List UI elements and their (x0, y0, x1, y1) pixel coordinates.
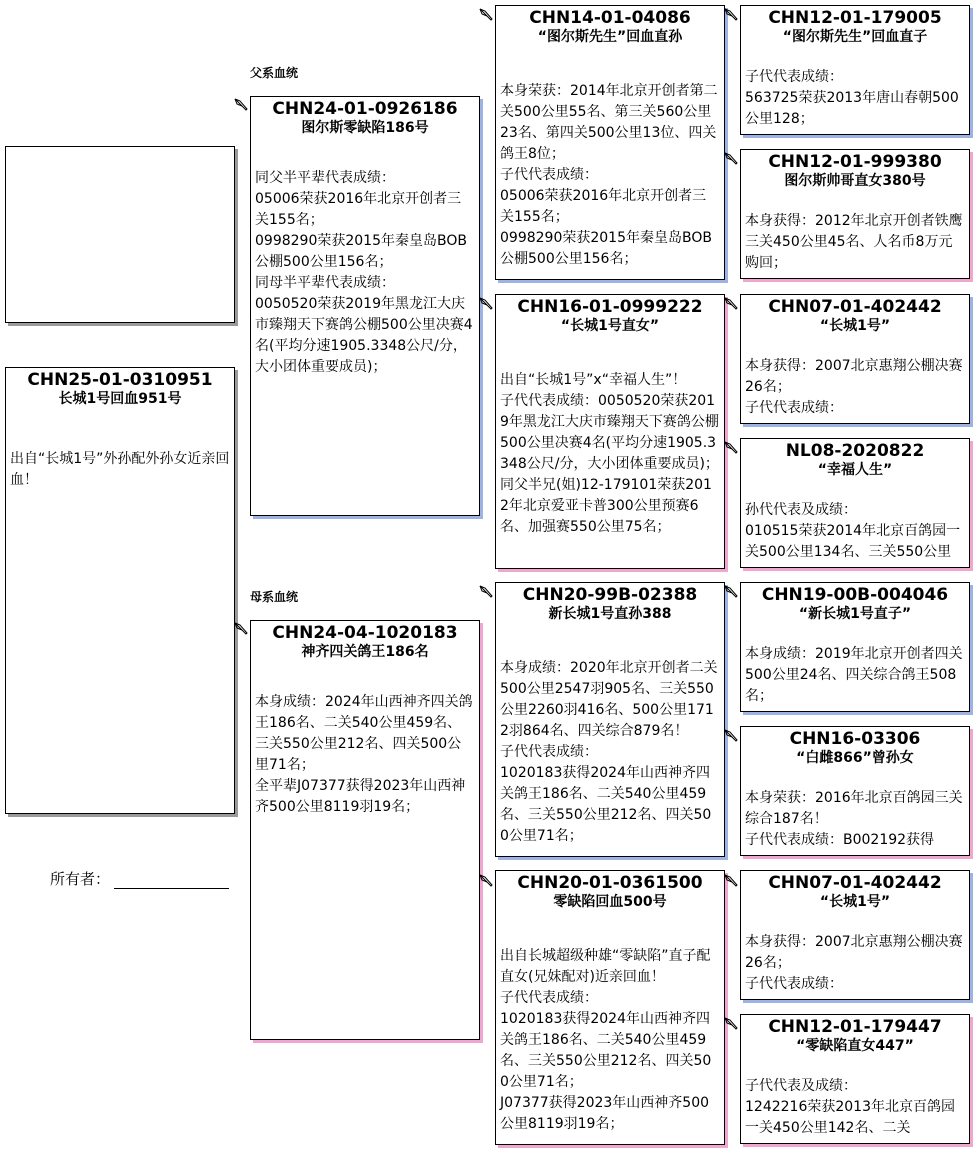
owner-label: 所有者： (50, 870, 111, 888)
sire-card[interactable] (250, 96, 480, 516)
ss-sire-card[interactable] (740, 5, 970, 135)
ss-dam-body: 本身获得：2012年北京开创者铁鹰三关450公里45名、人名币8万元购回； (745, 213, 963, 271)
ds-dam-name: “白雌866”曾孙女 (796, 750, 914, 766)
ds-dam-id: CHN16-03306 (789, 729, 921, 749)
owner-line[interactable] (114, 872, 229, 889)
owner-field (50, 868, 229, 889)
sd-sire-id: CHN07-01-402442 (768, 297, 942, 317)
sd-dam-body: 孙代代表及成绩： 010515荣获2014年北京百鸽园一关500公里134名、三关550公里 (745, 502, 961, 560)
dd-sire-card[interactable] (740, 870, 970, 1000)
dam-sire-card[interactable] (495, 582, 725, 857)
ds-sire-name: “新长城1号直子” (798, 606, 912, 622)
sd-sire-body: 本身获得：2007北京惠翔公棚决赛26名； 子代代表成绩： (745, 358, 963, 416)
sd-sire-card[interactable] (740, 294, 970, 424)
dd-dam-body: 子代代表及成绩： 1242216荣获2013年北京百鸽园一关450公里142名、二关 (745, 1078, 955, 1136)
sire-id: CHN24-01-0926186 (272, 99, 458, 119)
sire-body: 同父半平辈代表成绩： 05006荣获2016年北京开创者三关155名； 0998290荣获2015年秦皇岛BOB公棚500公里156名； 同母半平辈代表成绩： 0050520荣获2019年黑龙江大庆市臻翔天下赛鸽公棚500公里决赛4名(平均分速1905.3348公尺/分，大小团体重要成员)； (255, 170, 473, 375)
ds-sire-card[interactable] (740, 582, 970, 712)
edit-icon[interactable] (724, 151, 738, 165)
edit-icon[interactable] (724, 296, 738, 310)
edit-icon[interactable] (724, 873, 738, 887)
paternal-label: 父系血统 (250, 66, 299, 80)
maternal-label: 母系血统 (250, 590, 299, 604)
subject-id: CHN25-01-0310951 (27, 370, 213, 390)
subject-body: 出自“长城1号”外孙配外孙女近亲回血！ (10, 451, 230, 488)
ss-sire-id: CHN12-01-179005 (768, 8, 942, 28)
sire-sire-body: 本身荣获：2014年北京开创者第二关500公里55名、第三关560公里23名、第四关500公里13位、四关鸽王8位； 子代代表成绩： 05006荣获2016年北京开创者三关155名； 0998290荣获2015年秦皇岛BOB公棚500公里156名； (500, 83, 718, 267)
edit-icon[interactable] (234, 97, 248, 111)
dam-dam-name: 零缺陷回血500号 (553, 894, 667, 910)
sd-dam-name: “幸福人生” (817, 462, 893, 478)
dd-sire-id: CHN07-01-402442 (768, 873, 942, 893)
ds-sire-body: 本身成绩：2019年北京开创者四关500公里24名、四关综合鸽王508名； (745, 646, 963, 704)
subject-name: 长城1号回血951号 (58, 391, 182, 407)
sd-dam-id: NL08-2020822 (785, 441, 925, 461)
edit-icon[interactable] (724, 7, 738, 21)
sd-sire-name: “长城1号” (819, 318, 891, 334)
ss-sire-name: “图尔斯先生”回血直子 (782, 29, 928, 45)
sire-dam-body: 出自“长城1号”x“幸福人生”！ 子代代表成绩：0050520荣获2019年黑龙江大庆市臻翔天下赛鸽公棚500公里决赛4名(平均分速1905.3348公尺/分，大小团体重要成员)； 同父半兄(姐)12-179101荣获2012年北京爱亚卡普300公里预赛6名、加强赛550公里75名； (500, 372, 719, 535)
dam-name: 神齐四关鸽王186名 (301, 644, 429, 660)
dd-dam-name: “零缺陷直女447” (796, 1038, 914, 1054)
sd-dam-card[interactable] (740, 438, 970, 568)
edit-icon[interactable] (724, 584, 738, 598)
sire-sire-name: “图尔斯先生”回血直孙 (537, 29, 683, 45)
dam-dam-card[interactable] (495, 870, 725, 1145)
edit-icon[interactable] (724, 728, 738, 742)
ss-dam-card[interactable] (740, 149, 970, 279)
edit-icon[interactable] (234, 621, 248, 635)
sire-dam-id: CHN16-01-0999222 (517, 297, 703, 317)
sire-dam-card[interactable] (495, 294, 725, 569)
dam-sire-name: 新长城1号直孙388 (548, 606, 672, 622)
sire-sire-card[interactable] (495, 5, 725, 280)
dd-dam-id: CHN12-01-179447 (768, 1017, 942, 1037)
edit-icon[interactable] (724, 440, 738, 454)
dam-sire-id: CHN20-99B-02388 (522, 585, 698, 605)
ds-dam-card[interactable] (740, 726, 970, 856)
dd-sire-body: 本身获得：2007北京惠翔公棚决赛26名； 子代代表成绩： (745, 934, 963, 992)
dam-card[interactable] (250, 620, 480, 1040)
edit-icon[interactable] (724, 1016, 738, 1030)
dam-id: CHN24-04-1020183 (272, 623, 458, 643)
sire-name: 图尔斯零缺陷186号 (301, 120, 429, 136)
edit-icon[interactable] (479, 873, 493, 887)
dd-dam-card[interactable] (740, 1014, 970, 1144)
ss-dam-name: 图尔斯帅哥直女380号 (784, 173, 926, 189)
photo-box (5, 146, 235, 323)
dam-body: 本身成绩：2024年山西神齐四关鸽王186名、二关540公里459名、三关550公里212名、四关500公里71名； 全平辈J07377获得2023年山西神齐500公里8119羽19名； (255, 694, 473, 815)
ds-sire-id: CHN19-00B-004046 (761, 585, 949, 605)
edit-icon[interactable] (479, 584, 493, 598)
dam-dam-id: CHN20-01-0361500 (517, 873, 703, 893)
sire-dam-name: “长城1号直女” (560, 318, 660, 334)
sire-sire-id: CHN14-01-04086 (529, 8, 691, 28)
ss-dam-id: CHN12-01-999380 (768, 152, 942, 172)
dd-sire-name: “长城1号” (819, 894, 891, 910)
edit-icon[interactable] (479, 7, 493, 21)
ds-dam-body: 本身荣获：2016年北京百鸽园三关综合187名！ 子代代表成绩：B002192获得 (745, 790, 963, 848)
edit-icon[interactable] (479, 296, 493, 310)
subject-card[interactable] (5, 367, 235, 814)
ss-sire-body: 子代代表成绩： 563725荣获2013年唐山春朝500公里128； (745, 69, 959, 127)
dam-sire-body: 本身成绩：2020年北京开创者二关500公里2547羽905名、三关550公里2260羽416名、500公里1712羽864名、四关综合879名！ 子代代表成绩： 1020183获得2024年山西神齐四关鸽王186名、二关540公里459名、三关550公里212名、四关500公里71名； (500, 660, 718, 844)
dam-dam-body: 出自长城超级种雄“零缺陷”直子配直女(兄妹配对)近亲回血！ 子代代表成绩： 1020183获得2024年山西神齐四关鸽王186名、二关540公里459名、三关550公里212名、四关500公里71名； J07377获得2023年山西神齐500公里8119羽19名； (500, 948, 712, 1132)
